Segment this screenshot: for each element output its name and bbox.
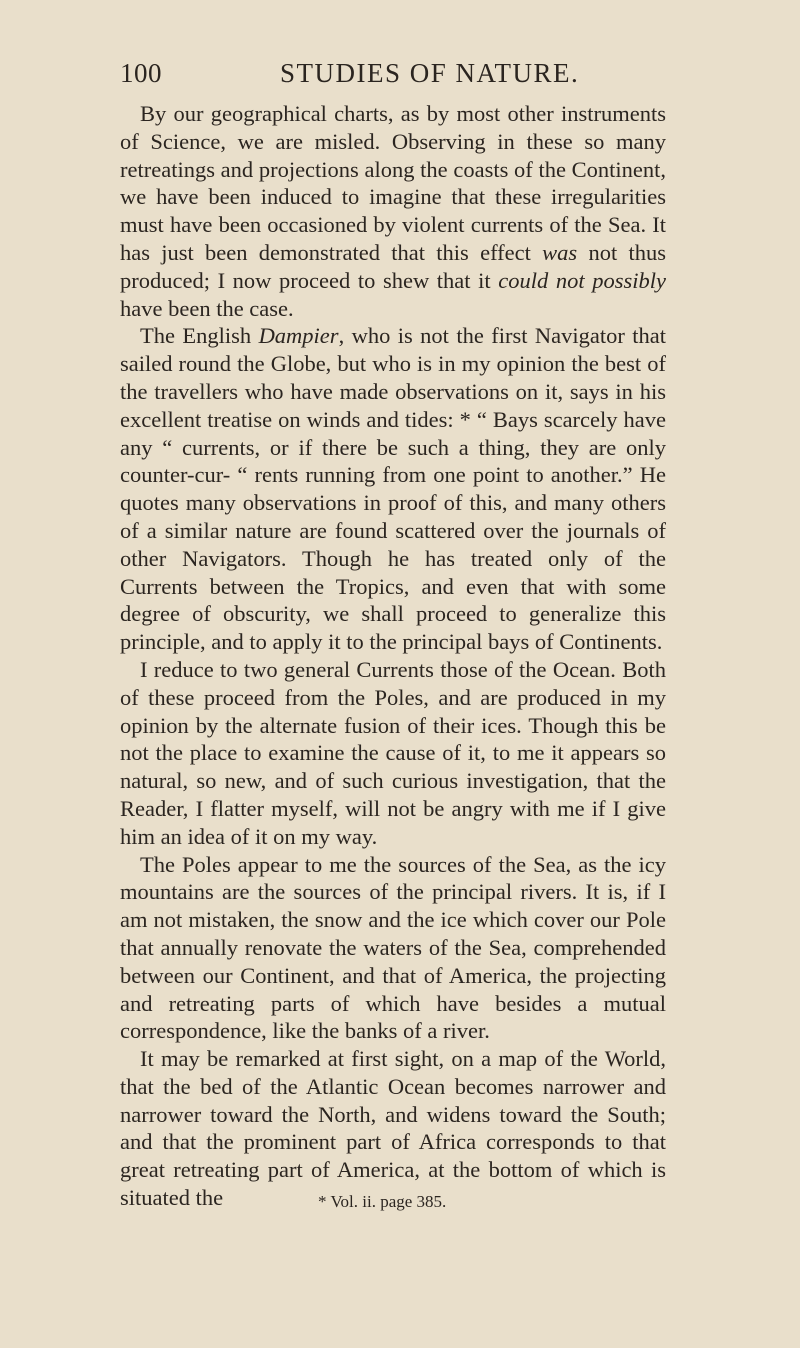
paragraph [120,322,666,656]
paragraph [120,1045,666,1212]
text-run: By our geographical charts, as by most other instruments of Science, we are misled. Observing in these so many retreatings and projections along the coasts of the Continent, we have been induced to imagine that these irregularities must have been occasioned by violent currents of the Sea. It has just been demonstrated that this effect [120,101,666,265]
running-head: STUDIES OF NATURE. [280,58,580,88]
text-run: The English [140,323,259,349]
paragraph [120,100,666,322]
footnote: * Vol. ii. page 385. [318,1192,447,1211]
paragraph [120,656,666,851]
italic-text: could not possibly [498,267,666,293]
paragraph [120,851,666,1046]
text-run: I reduce to two general Currents those of the Ocean. Both of these proceed from the Poles, and are produced in my opinion by the alternate fusion of their ices. Though this be not the place to examine the cause of it, to me it appears so natural, so new, and of such curious investigation, that the Reader, I flatter myself, will not be angry with me if I give him an idea of it on my way. [120,656,666,849]
body-text [120,100,666,1212]
text-run: have been the case. [120,295,294,321]
text-run: It may be remarked at first sight, on a map of the World, that the bed of the Atlantic Ocean becomes narrower and narrower toward the North, and widens toward the South; and that the prominent part of Africa corresponds to that great retreating part of America, at the bottom of which is situated the [120,1046,666,1211]
page-number: 100 [120,58,162,88]
text-run: , who is not the first Navigator that sailed round the Globe, but who is in my opinion the best of the travellers who have made observations on it, says in his excellent treatise on winds and tides: * “ Bays scarcely have any “ currents, or if there be such a thing, they are only counter-cur- “ rents running from one point to another.” He quotes many observations in proof of this, and many others of a similar nature are found scattered over the journals of other Navigators. Though he has treated only of the Currents between the Tropics, and even that with some degree of obscurity, we shall proceed to generalize this principle, and to apply it to the principal bays of Continents. [120,323,667,655]
text-run: The Poles appear to me the sources of the Sea, as the icy mountains are the sources of the principal rivers. It is, if I am not mistaken, the snow and the ice which cover our Pole that annually renovate the waters of the Sea, comprehended between our Continent, and that of America, the projecting and retreating parts of which have besides a mutual correspondence, like the banks of a river. [120,851,666,1044]
italic-text: was [542,239,578,265]
italic-text: Dampier [258,323,339,349]
text-run: not thus produced; I now proceed to shew that it [120,239,666,293]
